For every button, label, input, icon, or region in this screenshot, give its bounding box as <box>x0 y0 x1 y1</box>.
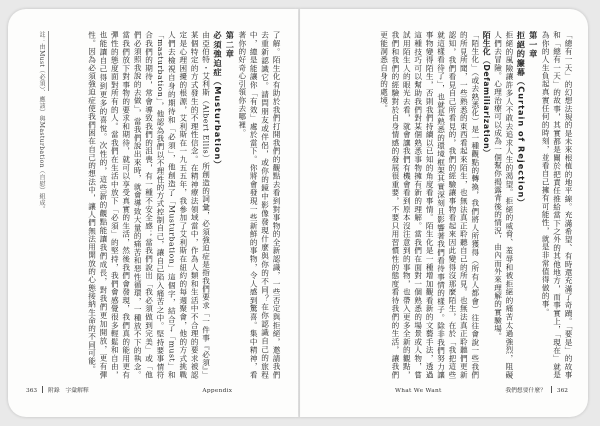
page-number: 362 <box>556 388 568 394</box>
folio-title: 附錄 字彙解釋 <box>48 388 89 394</box>
right-page-footer <box>395 385 568 394</box>
folio-english: Appendix <box>202 388 233 394</box>
folio-english: What We Want <box>394 388 442 394</box>
page-number: 363 <box>26 388 38 394</box>
left-page-body <box>54 31 282 379</box>
section-heading-musturbation: 必須強迫症（Musturbation） <box>212 31 223 170</box>
footnote-rule <box>48 31 49 91</box>
chapter-heading: 第一章 <box>528 31 539 59</box>
continuation-paragraph: 了解。陌生化有助於我們打開我們的觀點去看到對事物的全新認識，一些否定與拒絕，邀請我們去重新認識它。請問朋友或伴侶，或你的鏡中影像發現什麼與你的不同？在你認識自己的旅程中，總是能讓你「有效」處於當下。你將會發現一些新鮮的事物，令人感到驚喜。集中精神，看著你的好奇心引領你去哪裡。 <box>237 31 281 379</box>
musturbation-paragraph: 由亞伯特・艾利斯（Albert Ellis）所創造的詞彙，必須強迫症是指我們要求「一件事『必須』」某個特定的方式發生的不理性信念。在精神療法領域當中，作為人類和生活中不合理的要求被認定是心理困擾的根源，艾利斯在一九五五年，我參加了艾利斯在紐約的每週聚會，他的方式挑戰人們去檢視自身的期待和「必須」，他創造了「Musturbation」這個字，結合了「must」和「masturbation」，他認為我們以不理性的方式控制自己，讓自己陷入痛苦之中。堅持要事情符合我們的期待，常會導致我們的沮喪，有一種不安全感；當我們說出「我必須做到完美」或「他們必須照我說的去做」，當我們說出來時，就會導致大量的痛苦和惡性循環，一種放不下的執念。當我們放下對事物的要求和期待，就可以享受真實的生活，然後我們會發現，我們真的能用更有彈性的態度面對所有的人。當我們在生活中放下「必須」的堅持，我們會感覺很多輕鬆和自由，也能讓自己得到更多的喜悅。次性的，這些新的觀點能讓我們成長，對我們更加開放，更有彈性。因為必須強迫症使我們困在自己的想法中，讓人們無法用開放的心態接納生命的不同可能。 <box>87 31 211 379</box>
section-heading-curtain: 拒絕的簾幕（Curtain of Rejection） <box>516 31 527 208</box>
continuation-paragraph: 「總有一天」的幻想法規的是未來根植的地平線。充滿希望、有時還充滿了奇蹟。「要是」的故事和「總有一天」的故事，其實都是關於把責任推給當下之外的其他地方，而事實上，「現在」就是為你的人生負起真實任何的時刻，並看自己擁有可能性，就是非常值得做的事。 <box>541 31 573 379</box>
left-page-footer <box>26 385 232 394</box>
chapter-heading: 第二章 <box>225 31 236 59</box>
right-page <box>298 9 588 417</box>
curtain-paragraph: 拒絕的風險讓許多人不敢去追求人生的渴望。拒絕的威脅、羞辱和被拒絕的痛苦太過強烈，阻礙人們去冒險。心理治療可以成為一個幫你揭露背後的情況，由內而外來理解的實驗場。 <box>493 31 514 379</box>
folio-title: 我們想要什麼？ <box>505 388 546 394</box>
defamiliarization-paragraph: 「陌生化」（或去熟悉化）是一種觀點的轉換，我們將人所獲得（所有人都會）往往會說一些我們的所見所聞，一些熟悉的東西看起來陌生，也無法真正聆聽自己的所見。也無法真正聆聽們更新認知，我們看見自己所看見的，我們的經驗讓事物看起來因此變得沒那麼陌生，在於「我把這些就這樣看待了」，也就是熟悉的環境框架其實深刻且影響著我們看待事情的樣子。除非我們努力讓事物變得陌生，否則我們持續以已知的角度看事情。陌生化是一種增加觀看新的文藝手法，透過這種技巧可以幫助我們對某個熟悉事物擁有新的理解。當我們在面對一個熟悉的場景或人物，嘗試用陌生人的眼光去看，就會讓我們有機會看到原本沒注意到的事物，也帶入更多全新的觀點，我們和我們的經驗對於自身情感的發展很重要，不要只用習慣性的態度看待我們的生活，讓我們更能洞悉自身的處境。 <box>379 31 480 379</box>
footnote: 註：由Must（必須）、應該）與Masturbation（自慰）組成。 <box>38 31 45 213</box>
left-page <box>8 9 298 417</box>
section-heading-defamiliarization: 陌生化（Defamiliarization） <box>482 31 492 158</box>
right-page-body <box>312 31 574 379</box>
